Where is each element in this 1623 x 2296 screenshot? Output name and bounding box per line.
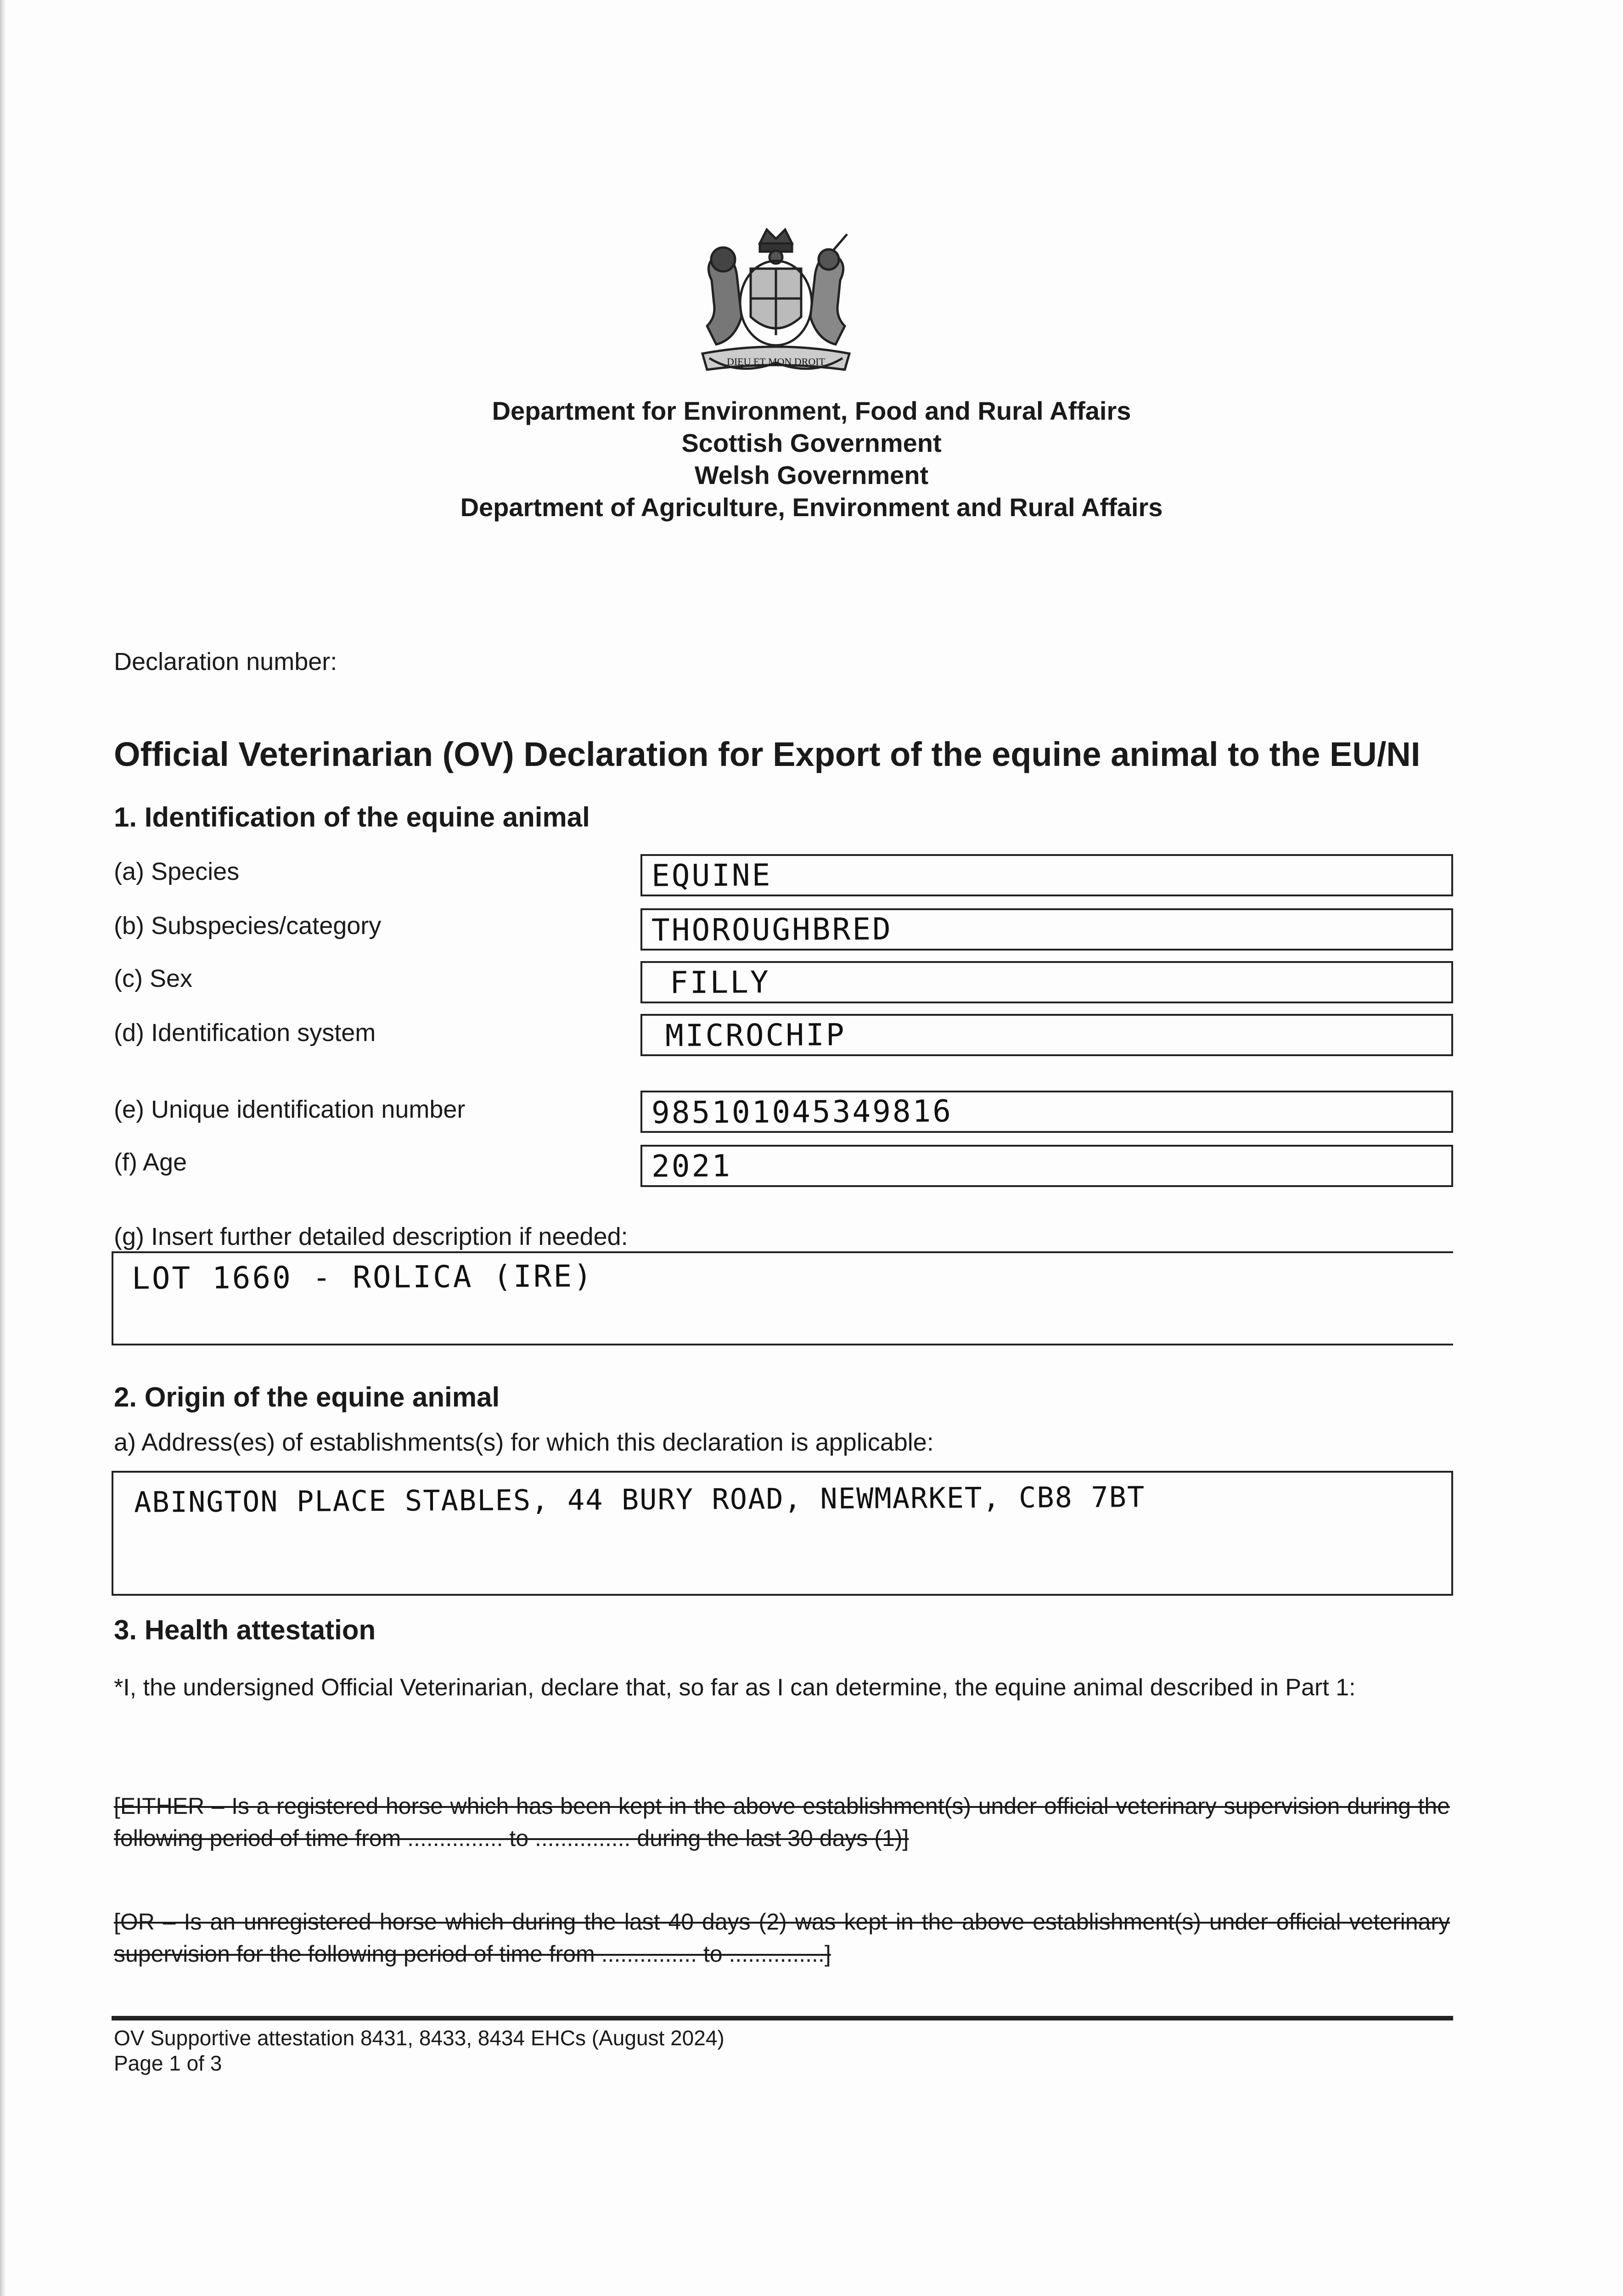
dept-defra: Department for Environment, Food and Rural Affairs [492, 396, 1131, 425]
dept-scottish-government: Scottish Government [681, 428, 942, 457]
species-value: EQUINE [651, 857, 772, 894]
sex-label: (c) Sex [114, 965, 193, 992]
health-attestation-intro: *I, the undersigned Official Veterinarian, declare that, so far as I can determine, the equine animal described in Part 1: [114, 1674, 1356, 1701]
dept-daera: Department of Agriculture, Environment and Rural Affairs [460, 493, 1163, 522]
identification-system-label: (d) Identification system [114, 1019, 376, 1047]
species-label: (a) Species [114, 858, 240, 885]
identification-system-field[interactable] [640, 1014, 1453, 1056]
footer-page-number: Page 1 of 3 [114, 2051, 222, 2075]
either-clause-struck: [EITHER – Is a registered horse which has been kept in the above establishment(s) under official veterinary supervision during the following period of time from ............... to ............... during the last 30 days (1)] [114, 1793, 1450, 1851]
subspecies-field[interactable] [640, 908, 1453, 951]
age-label: (f) Age [114, 1148, 187, 1176]
unique-id-value: 985101045349816 [651, 1093, 953, 1131]
sex-field[interactable] [640, 961, 1453, 1003]
footer-rule [112, 2016, 1453, 2020]
subspecies-value: THOROUGHBRED [651, 911, 893, 948]
species-field[interactable] [640, 854, 1453, 896]
dept-welsh-government: Welsh Government [694, 461, 929, 490]
description-value: LOT 1660 - ROLICA (IRE) [131, 1258, 594, 1296]
sex-value: FILLY [669, 964, 770, 1001]
age-field[interactable] [640, 1145, 1453, 1187]
or-clause-struck: [OR – Is an unregistered horse which during the last 40 days (2) was kept in the above establishment(s) under official veterinary supervision for the following period of time from ............... to ...............] [114, 1909, 1450, 1967]
age-value: 2021 [651, 1148, 732, 1184]
scan-edge [0, 0, 6, 2296]
royal-coat-of-arms-icon [684, 225, 868, 381]
section3-heading: 3. Health attestation [114, 1615, 376, 1645]
address-value: ABINGTON PLACE STABLES, 44 BURY ROAD, NEWMARKET, CB8 7BT [134, 1480, 1146, 1519]
section1-heading: 1. Identification of the equine animal [114, 802, 590, 833]
unique-id-field[interactable] [640, 1091, 1453, 1133]
description-field[interactable] [112, 1251, 1453, 1345]
page-title: Official Veterinarian (OV) Declaration for Export of the equine animal to the EU/NI [114, 735, 1421, 773]
footer-attestation-ref: OV Supportive attestation 8431, 8433, 8434 EHCs (August 2024) [114, 2026, 724, 2050]
svg-text:DIEU ET MON DROIT: DIEU ET MON DROIT [726, 356, 826, 367]
unique-id-label: (e) Unique identification number [114, 1096, 466, 1123]
declaration-number-label: Declaration number: [114, 648, 337, 675]
section2-heading: 2. Origin of the equine animal [114, 1382, 500, 1412]
identification-system-value: MICROCHIP [665, 1017, 846, 1054]
address-field[interactable] [112, 1471, 1453, 1596]
description-label: (g) Insert further detailed description if needed: [114, 1223, 628, 1250]
subspecies-label: (b) Subspecies/category [114, 912, 382, 940]
address-label: a) Address(es) of establishments(s) for which this declaration is applicable: [114, 1429, 934, 1456]
